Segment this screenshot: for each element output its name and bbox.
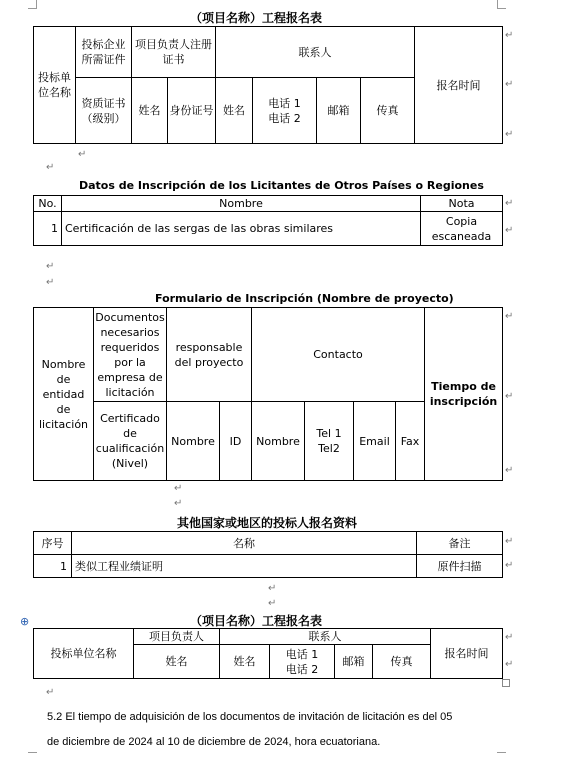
t1-sub-fax: 传真 (361, 78, 415, 144)
t4-h-no: 序号 (34, 532, 72, 555)
return-mark: ↵ (505, 536, 514, 547)
t1-col-certs: 投标企业所需证件 (76, 27, 132, 78)
return-mark: ↵ (505, 632, 514, 643)
t3-sub-tel1: Tel 1 (316, 427, 342, 440)
return-mark: ↵ (46, 687, 55, 698)
t5-sub-phone1: 电话 1 (285, 647, 319, 661)
t5-sub-phone (270, 645, 335, 679)
t5-col-time: 报名时间 (431, 629, 503, 679)
table5 (33, 628, 503, 679)
t1-sub-phone1: 电话 1 (268, 96, 301, 110)
t4-row-note: 原件扫描 (417, 555, 503, 578)
t3-sub-tel (305, 402, 354, 481)
table4 (33, 531, 503, 578)
return-mark: ↵ (505, 225, 514, 236)
t1-sub-id: 身份证号 (168, 78, 216, 144)
t5-sub-cname: 姓名 (220, 645, 270, 679)
return-mark: ↵ (78, 149, 87, 160)
margin-guide (497, 0, 498, 8)
t2-h-no: No. (34, 196, 62, 212)
t2-row-note: Copia escaneada (421, 212, 503, 246)
table-resize-handle[interactable] (502, 679, 510, 687)
return-mark: ↵ (505, 560, 514, 571)
return-mark: ↵ (46, 277, 55, 288)
margin-guide (28, 752, 37, 753)
margin-guide (497, 752, 506, 753)
return-mark: ↵ (268, 598, 277, 609)
t1-col-time: 报名时间 (415, 27, 503, 144)
return-mark: ↵ (174, 498, 183, 509)
table3-title: Formulario de Inscripción (Nombre de proyecto) (155, 292, 454, 305)
table5-title: （项目名称）工程报名表 (190, 614, 323, 628)
paragraph-line-2: de diciembre de 2024 al 10 de diciembre de 2024, hora ecuatoriana. (47, 736, 381, 748)
return-mark: ↵ (505, 311, 514, 322)
t3-sub-id: ID (220, 402, 252, 481)
return-mark: ↵ (505, 79, 514, 90)
t3-sub-name: Nombre (167, 402, 220, 481)
t3-sub-tel2: Tel2 (318, 442, 340, 455)
t5-col-unit: 投标单位名称 (34, 629, 134, 679)
t3-col-docs: Documentos necesarios requeridos por la empresa de licitación (94, 308, 167, 402)
table2 (33, 195, 503, 246)
return-mark: ↵ (505, 391, 514, 402)
table-move-handle-icon[interactable]: ⊕ (20, 615, 30, 628)
t1-col-unit: 投标单位名称 (34, 27, 76, 144)
table1 (33, 26, 503, 144)
return-mark: ↵ (268, 583, 277, 594)
t2-h-name: Nombre (62, 196, 421, 212)
table1-title: （项目名称）工程报名表 (190, 11, 323, 25)
t5-sub-phone2: 电话 2 (285, 662, 319, 676)
return-mark: ↵ (505, 659, 514, 670)
t1-sub-qual: 资质证书（级别） (76, 78, 132, 144)
table2-title: Datos de Inscripción de los Licitantes de Otros Países o Regiones (79, 179, 484, 192)
t1-sub-phone (253, 78, 317, 144)
t3-col-unit: Nombre de entidad de licitación (34, 308, 94, 481)
t1-col-manager: 项目负责人注册证书 (132, 27, 216, 78)
t4-h-note: 备注 (417, 532, 503, 555)
t5-col-contact: 联系人 (220, 629, 431, 645)
t3-col-time: Tiempo de inscripción (425, 308, 503, 481)
return-mark: ↵ (505, 30, 514, 41)
return-mark: ↵ (46, 261, 55, 272)
t5-sub-fax: 传真 (373, 645, 431, 679)
t3-col-manager: responsable del proyecto (167, 308, 252, 402)
t3-sub-cert: Certificado de cualificación (Nivel) (94, 402, 167, 481)
t1-col-contact: 联系人 (216, 27, 415, 78)
t5-sub-name: 姓名 (134, 645, 220, 679)
t2-row-name: Certificación de las sergas de las obras similares (62, 212, 421, 246)
margin-guide (497, 8, 506, 9)
return-mark: ↵ (505, 129, 514, 140)
t3-sub-email: Email (354, 402, 396, 481)
paragraph-line-1: 5.2 El tiempo de adquisición de los documentos de invitación de licitación es del 05 (47, 711, 453, 723)
t1-sub-phone2: 电话 2 (268, 111, 301, 125)
margin-guide (28, 8, 37, 9)
t2-row-no: 1 (34, 212, 62, 246)
table3 (33, 307, 503, 481)
return-mark: ↵ (174, 483, 183, 494)
t3-sub-cname: Nombre (252, 402, 305, 481)
t4-h-name: 名称 (72, 532, 417, 555)
return-mark: ↵ (505, 198, 514, 209)
margin-guide (36, 0, 37, 8)
table4-title: 其他国家或地区的投标人报名资料 (177, 516, 358, 530)
t4-row-no: 1 (34, 555, 72, 578)
t1-sub-email: 邮箱 (317, 78, 361, 144)
return-mark: ↵ (505, 465, 514, 476)
t5-col-manager: 项目负责人 (134, 629, 220, 645)
t1-sub-cname: 姓名 (216, 78, 253, 144)
t1-sub-name: 姓名 (132, 78, 168, 144)
t2-h-note: Nota (421, 196, 503, 212)
return-mark: ↵ (46, 162, 55, 173)
t4-row-name: 类似工程业绩证明 (72, 555, 417, 578)
t3-col-contact: Contacto (252, 308, 425, 402)
t5-sub-email: 邮箱 (335, 645, 373, 679)
t3-sub-fax: Fax (396, 402, 425, 481)
